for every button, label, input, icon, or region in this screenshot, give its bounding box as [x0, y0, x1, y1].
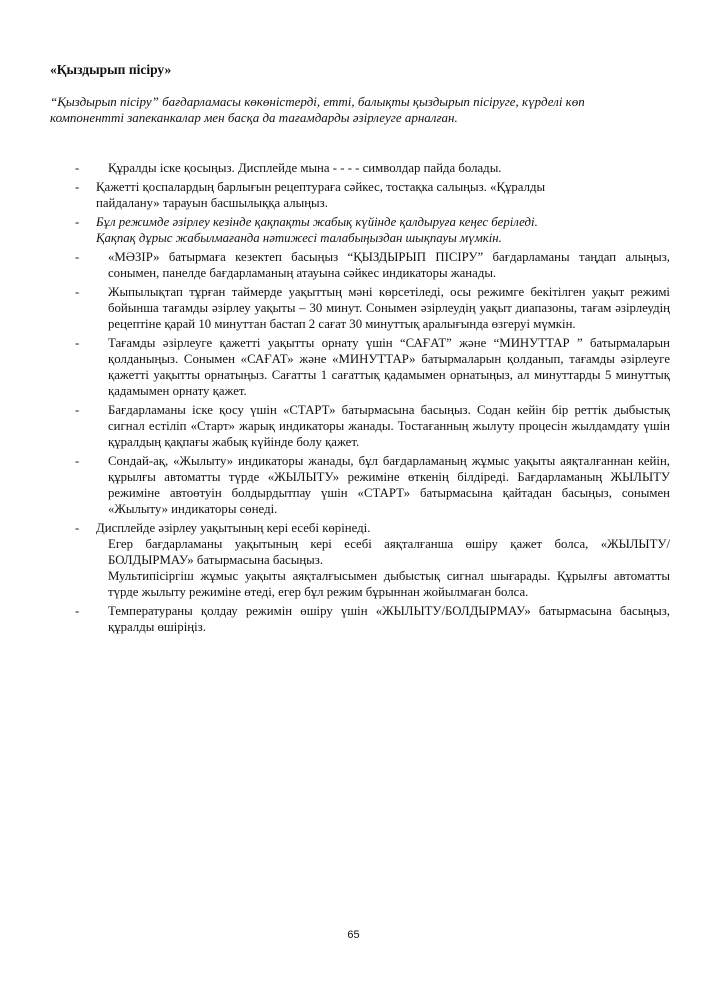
list-item-subparagraph: Мультипісіргіш жұмыс уақыты аяқталғысымен дыбыстық сигнал шығарады. Құрылғы автоматты түрде жылыту режиміне өтеді, егер бұл режим бұрыннан жойылмаған болса. [108, 569, 670, 599]
list-bullet: - [75, 285, 80, 299]
list-item-text: «МӘЗІР» батырмаға кезектеп басыңыз “ҚЫЗДЫРЫП ПІСІРУ” бағдарламаны таңдап алыңыз, сонымен, панелде бағдарламаның атауына сәйкес индикаторы жанады. [108, 250, 670, 280]
page-number: 65 [347, 929, 360, 941]
list-bullet: - [75, 604, 80, 618]
instruction-list [0, 160, 707, 638]
list-item-text: Жыпылықтап тұрған таймерде уақыттың мәні көрсетіледі, осы режимге бекітілген уақыт режимі бойынша тағамды әзірлеу уақыты – 30 минут. Сонымен әзірлеудің уақыт диапазоны, тағам әзірлеудің рецептіне қарай 10 минуттан бастап 2 сағат 30 минуттық аралығында өзгеруі мүмкін. [108, 285, 670, 331]
list-item-text: Бұл режимде әзірлеу кезінде қақпақты жабық күйінде қалдыруға кеңес беріледі. Қақпақ дұрыс жабылмағанда нәтижесі талабыңыздан шықпауы мүмкін. [96, 215, 538, 245]
list-bullet: - [75, 161, 80, 175]
list-item-text: Тағамды әзірлеуге қажетті уақытты орнату үшін “САҒАТ” және “МИНУТТАР ” батырмаларын қолданыңыз. Сонымен «САҒАТ» және «МИНУТТАР» батырмаларын қолданып, тағамды әзірлеуге қажетті уақытты орнатыңыз. Сағатты 1 сағаттық қадамымен орнатыңыз, ал минуттарды 5 минуттық қадамымен орнату қажет. [108, 336, 670, 398]
list-item [0, 160, 707, 176]
list-item [0, 603, 707, 635]
list-bullet: - [75, 454, 80, 468]
list-item [0, 249, 707, 281]
list-item-text: Дисплейде әзірлеу уақытының кері есебі көрінеді. [96, 521, 371, 535]
list-bullet: - [75, 521, 80, 535]
list-item-text: Сондай-ақ, «Жылыту» индикаторы жанады, бұл бағдарламаның жұмыс уақыты аяқталғаннан кейін, құрылғы автоматты түрде «ЖЫЛЫТУ» режиміне өткенің білдіреді. Бағдарламаның ЖЫЛЫТУ режиміне автоөтуін болдырдытпау үшін «СТАРТ» батырмасына қайтадан басыңыз, сонымен «Жылыту» индикаторы сөнеді. [108, 454, 670, 516]
intro-paragraph: “Қыздырып пісіру” бағдарламасы көкөністерді, етті, балықты қыздырып пісіруге, күрделі көп компонентті запеканкалар мен басқа да тағамдарды әзірлеуге арналған. [50, 94, 585, 125]
list-item [0, 520, 707, 600]
list-item [0, 284, 707, 332]
list-item [0, 402, 707, 450]
list-item-text: Бағдарламаны іске қосу үшін «СТАРТ» батырмасына басыңыз. Содан кейін бір реттік дыбыстық сигнал естіліп «Старт» жарық индикаторы жанады. Тостағанның жылуту процесін жылдамдату үшін құралдың қақпағы жабық күйінде болу қажет. [108, 403, 670, 449]
list-bullet: - [75, 250, 80, 264]
list-item [0, 179, 707, 211]
list-bullet: - [75, 180, 80, 194]
list-item-text: Қажетті қоспалардың барлығын рецептураға сәйкес, тостақка салыңыз. «Құралды пайдалану» тарауын басшылыққа алыңыз. [96, 180, 546, 210]
list-item-subparagraph: Егер бағдарламаны уақытының кері есебі аяқталғанша өшіру қажет болса, «ЖЫЛЫТУ/БОЛДЫРМАУ» батырмасына басыңыз. [108, 537, 670, 567]
list-item-text: Құралды іске қосыңыз. Дисплейде мына - - - - символдар пайда болады. [108, 161, 502, 175]
list-bullet: - [75, 215, 80, 229]
list-bullet: - [75, 336, 80, 350]
section-title: «Қыздырып пісіру» [50, 62, 172, 77]
list-item-text: Температураны қолдау режимін өшіру үшін «ЖЫЛЫТУ/БОЛДЫРМАУ» батырмасына басыңыз, құралды өшіріңіз. [108, 604, 670, 634]
list-item-note [0, 214, 707, 246]
list-item [0, 453, 707, 517]
list-bullet: - [75, 403, 80, 417]
list-item [0, 335, 707, 399]
